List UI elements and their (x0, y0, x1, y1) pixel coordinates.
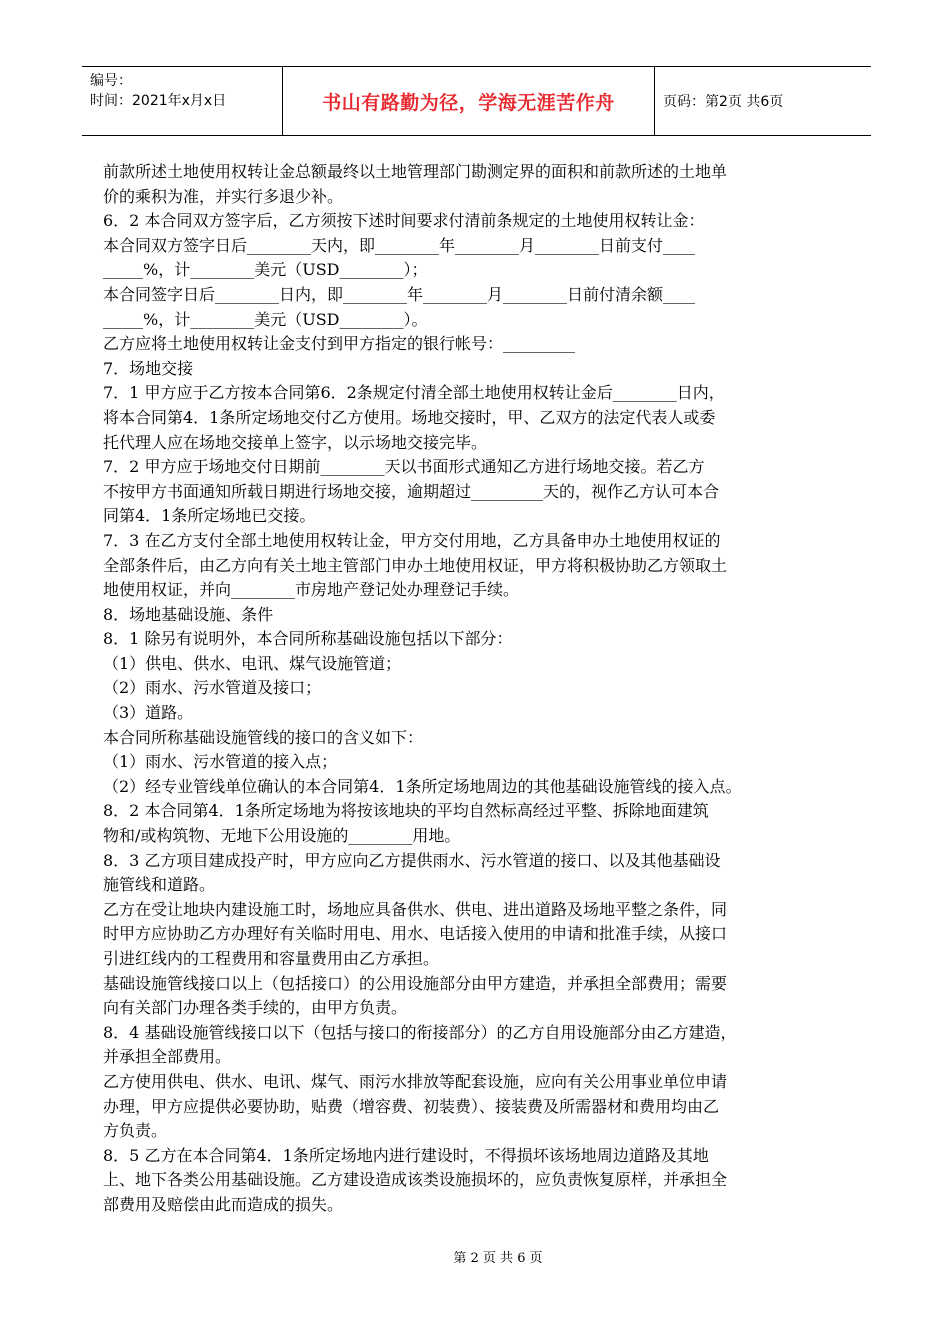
text-line: 将本合同第4．1条所定场地交付乙方使用。场地交接时，甲、乙双方的法定代表人或委 (103, 407, 716, 427)
text-line: 同第4．1条所定场地已交接。 (103, 506, 316, 526)
text-line: 7．1 甲方应于乙方按本合同第6．2条规定付清全部土地使用权转让金后________日内， (103, 383, 725, 403)
text-line: 上、地下各类公用基础设施。乙方建设造成该类设施损坏的，应负责恢复原样，并承担全 (103, 1170, 728, 1190)
text-line: 方负责。 (103, 1121, 168, 1141)
text-line: 乙方应将土地使用权转让金支付到甲方指定的银行帐号：_________ (103, 334, 576, 354)
text-line: 时甲方应协助乙方办理好有关临时用电、用水、电话接入使用的申请和批准手续，从接口 (103, 924, 728, 944)
text-line: 地使用权证，并向________市房地产登记处办理登记手续。 (103, 580, 520, 600)
text-line: 8．5 乙方在本合同第4．1条所定场地内进行建设时，不得损坏该场地周边道路及其地 (103, 1145, 709, 1165)
text-line: 托代理人应在场地交接单上签字，以示场地交接完毕。 (103, 432, 488, 452)
text-line: 7．2 甲方应于场地交付日期前________天以书面形式通知乙方进行场地交接。若乙方 (103, 457, 705, 477)
text-line: 全部条件后，由乙方向有关土地主管部门申办土地使用权证，甲方将积极协助乙方领取土 (103, 555, 728, 575)
text-line: 部费用及赔偿由此而造成的损失。 (103, 1194, 344, 1214)
document-time-label: 时间：2021年x月x日 (90, 93, 227, 109)
text-line: （2）雨水、污水管道及接口； (103, 678, 322, 698)
text-line: 本合同签字日后________日内，即________年________月________日前付清余额____ (103, 284, 696, 304)
text-line: 6．2 本合同双方签字后，乙方须按下述时间要求付清前条规定的土地使用权转让金： (103, 211, 705, 231)
text-line: 本合同所称基础设施管线的接口的含义如下： (103, 727, 424, 747)
text-line: 8．1 除另有说明外，本合同所称基础设施包括以下部分： (103, 629, 513, 649)
text-line: _____%，计________美元（USD________）； (103, 260, 428, 280)
text-line: 基础设施管线接口以上（包括接口）的公用设施部分由甲方建造，并承担全部费用；需要 (103, 973, 728, 993)
page-footer (0, 1247, 950, 1266)
page-header (82, 66, 871, 136)
text-line: _____%，计________美元（USD________）。 (103, 309, 428, 329)
text-line: 引进红线内的工程费用和容量费用由乙方承担。 (103, 949, 440, 968)
text-line: 不按甲方书面通知所载日期进行场地交接，逾期超过_________天的，视作乙方认可本合 (103, 481, 720, 501)
text-line: 向有关部门办理各类手续的，由甲方负责。 (103, 998, 408, 1018)
text-line: 施管线和道路。 (103, 875, 216, 895)
header-motto: 书山有路勤为径，学海无涯苦作舟 (283, 67, 655, 135)
text-line: 价的乘积为准，并实行多退少补。 (103, 186, 344, 206)
text-line: 8．场地基础设施、条件 (103, 604, 274, 624)
document-number-label: 编号： (90, 73, 132, 89)
text-line: （2）经专业管线单位确认的本合同第4．1条所定场地周边的其他基础设施管线的接入点。 (103, 776, 742, 796)
text-line: 7．3 在乙方支付全部土地使用权转让金，甲方交付用地，乙方具备申办土地使用权证的 (103, 530, 721, 550)
text-line: （1）供电、供水、电讯、煤气设施管道； (103, 653, 402, 673)
text-line: 乙方使用供电、供水、电讯、煤气、雨污水排放等配套设施，应向有关公用事业单位申请 (103, 1071, 728, 1091)
text-line: 8．2 本合同第4．1条所定场地为将按该地块的平均自然标高经过平整、拆除地面建筑 (103, 801, 709, 821)
text-line: 办理，甲方应提供必要协助，贴费（增容费、初装费）、接装费及所需器材和费用均由乙 (103, 1096, 720, 1116)
text-line: （3）道路。 (103, 703, 194, 723)
text-line: 乙方在受让地块内建设施工时，场地应具备供水、供电、进出道路及场地平整之条件，同 (103, 899, 728, 919)
text-line: （1）雨水、污水管道的接入点； (103, 752, 338, 772)
header-meta (82, 67, 283, 135)
footer-page-number: 第 2 页 共 6 页 (453, 1251, 543, 1266)
contract-body (103, 160, 855, 1218)
header-page-number: 页码：第2页 共6页 (663, 94, 784, 110)
text-line: 8．3 乙方项目建成投产时，甲方应向乙方提供雨水、污水管道的接口、以及其他基础设 (103, 850, 721, 870)
text-line: 本合同双方签字日后________天内，即________年________月________日前支付____ (103, 235, 696, 255)
text-line: 物和/或构筑物、无地下公用设施的________用地。 (103, 826, 461, 846)
text-line: 8．4 基础设施管线接口以下（包括与接口的衔接部分）的乙方自用设施部分由乙方建造， (103, 1022, 737, 1042)
text-line: 并承担全部费用。 (103, 1047, 232, 1067)
text-line: 7．场地交接 (103, 358, 194, 378)
text-line: 前款所述土地使用权转让金总额最终以土地管理部门勘测定界的面积和前款所述的土地单 (103, 162, 728, 181)
